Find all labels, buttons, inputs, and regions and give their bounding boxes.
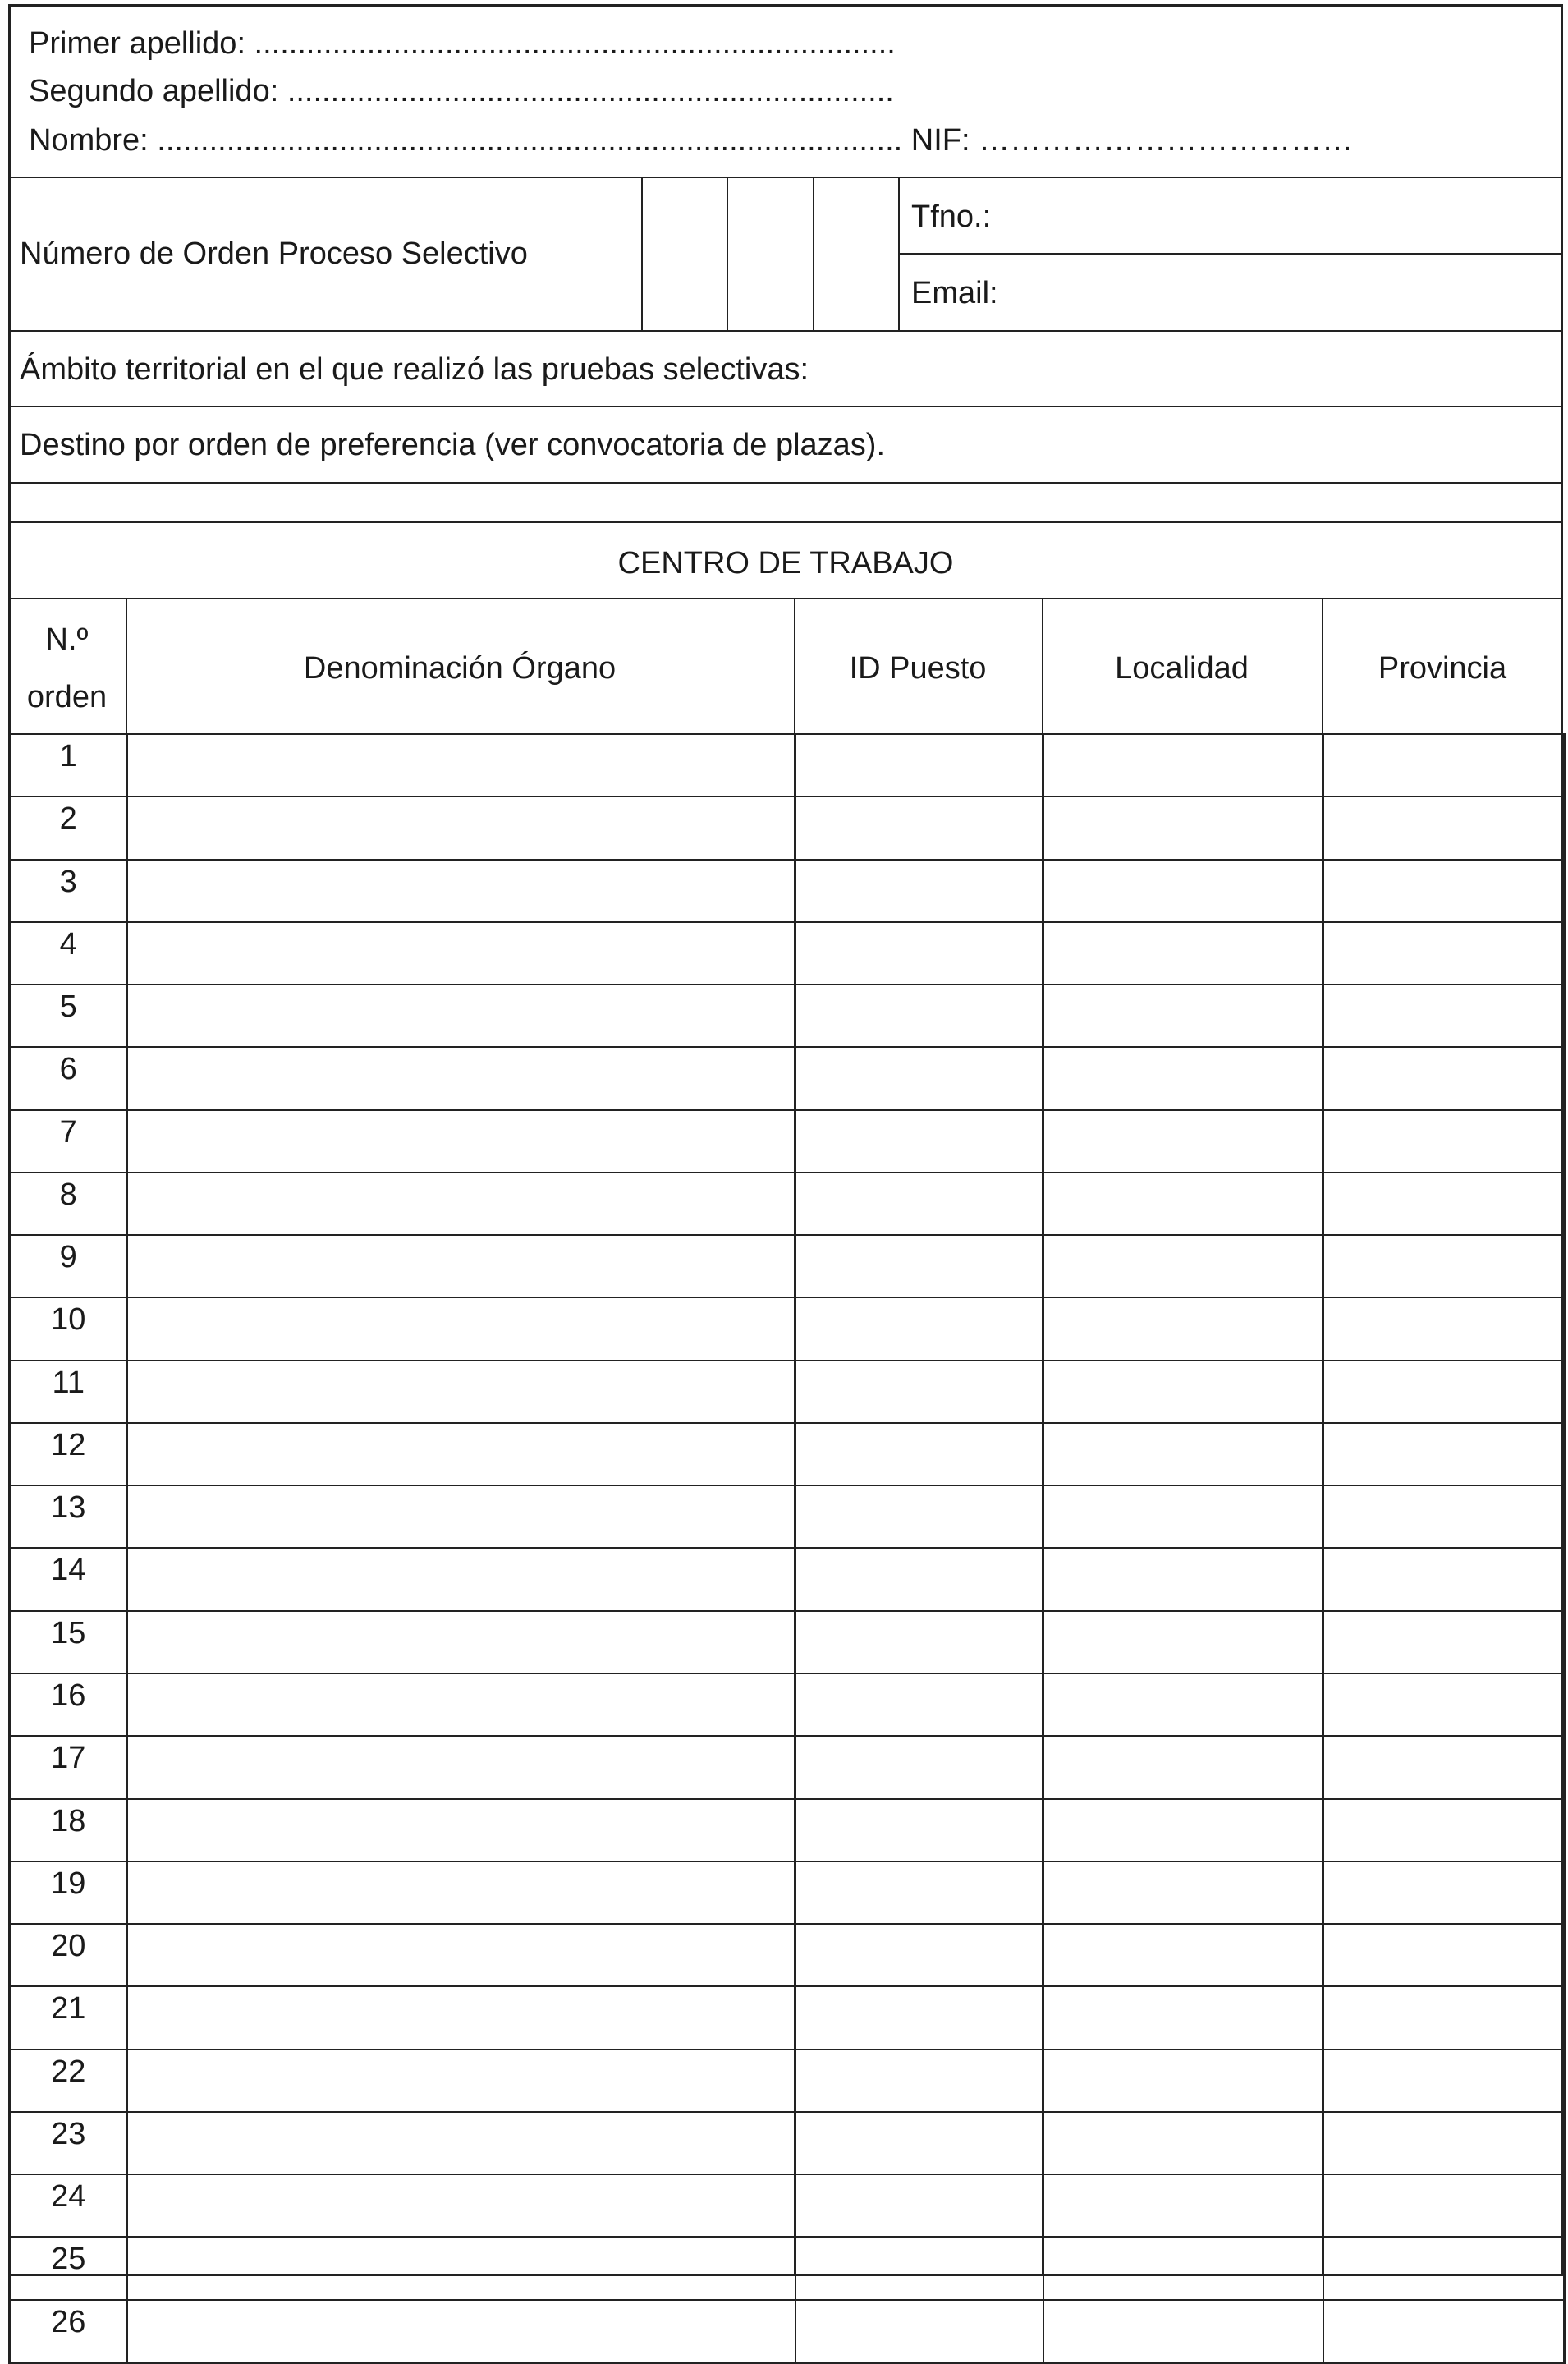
provincia-cell[interactable] (1323, 2174, 1565, 2237)
row-number: 7 (10, 1110, 127, 1173)
localidad-cell[interactable] (1043, 2237, 1323, 2299)
table-row (10, 1548, 1565, 1610)
numero-orden-label: Número de Orden Proceso Selectivo (20, 236, 528, 271)
localidad-cell[interactable] (1043, 1423, 1323, 1485)
localidad-cell[interactable] (1043, 1986, 1323, 2049)
row-number: 24 (10, 2174, 127, 2237)
localidad-cell[interactable] (1043, 2112, 1323, 2174)
id-puesto-cell[interactable] (795, 1173, 1043, 1235)
table-row (10, 1423, 1565, 1485)
table-row (10, 1361, 1565, 1423)
denominacion-cell[interactable] (127, 1861, 795, 1924)
localidad-cell[interactable] (1043, 1924, 1323, 1986)
table-row (10, 922, 1565, 985)
localidad-cell[interactable] (1043, 2174, 1323, 2237)
id-puesto-cell[interactable] (795, 1361, 1043, 1423)
provincia-cell[interactable] (1323, 1297, 1565, 1360)
ambito-territorial-field[interactable]: Ámbito territorial en el que realizó las pruebas selectivas: (20, 352, 809, 387)
orden-digit-box-2[interactable] (728, 178, 813, 330)
denominacion-cell[interactable] (127, 985, 795, 1047)
id-puesto-cell[interactable] (795, 860, 1043, 922)
denominacion-cell[interactable] (127, 2237, 795, 2299)
denominacion-cell[interactable] (127, 2050, 795, 2112)
row-number: 13 (10, 1485, 127, 1548)
row-number: 25 (10, 2237, 127, 2299)
table-row (10, 1799, 1565, 1861)
table-row (10, 2112, 1565, 2174)
id-puesto-cell[interactable] (795, 1861, 1043, 1924)
id-puesto-cell[interactable] (795, 2237, 1043, 2299)
id-puesto-cell[interactable] (795, 1673, 1043, 1736)
provincia-cell[interactable] (1323, 1548, 1565, 1610)
row-number: 26 (10, 2300, 127, 2363)
row-number: 22 (10, 2050, 127, 2112)
header-orden-line2: orden (26, 680, 108, 714)
provincia-cell[interactable] (1323, 734, 1565, 796)
provincia-cell[interactable] (1323, 2050, 1565, 2112)
provincia-cell[interactable] (1323, 796, 1565, 859)
denominacion-cell[interactable] (127, 734, 795, 796)
localidad-cell[interactable] (1043, 1673, 1323, 1736)
localidad-cell[interactable] (1043, 2300, 1323, 2363)
table-row (10, 1861, 1565, 1924)
table-row (10, 860, 1565, 922)
id-puesto-cell[interactable] (795, 985, 1043, 1047)
id-puesto-cell[interactable] (795, 1611, 1043, 1673)
localidad-cell[interactable] (1043, 922, 1323, 985)
provincia-cell[interactable] (1323, 1361, 1565, 1423)
table-row (10, 734, 1565, 796)
provincia-cell[interactable] (1323, 1611, 1565, 1673)
id-puesto-cell[interactable] (795, 2050, 1043, 2112)
denominacion-cell[interactable] (127, 1673, 795, 1736)
localidad-cell[interactable] (1043, 1485, 1323, 1548)
segundo-apellido-field[interactable]: Segundo apellido: ...................................................................... (29, 74, 894, 108)
denominacion-cell[interactable] (127, 1986, 795, 2049)
id-puesto-cell[interactable] (795, 734, 1043, 796)
primer-apellido-field[interactable]: Primer apellido: .......................................................................... (29, 26, 896, 61)
provincia-cell[interactable] (1323, 2112, 1565, 2174)
header-provincia: Provincia (1378, 651, 1507, 686)
divider (8, 482, 1563, 484)
row-number: 14 (10, 1548, 127, 1610)
divider (898, 253, 1563, 255)
localidad-cell[interactable] (1043, 1173, 1323, 1235)
denominacion-cell[interactable] (127, 1611, 795, 1673)
denominacion-cell[interactable] (127, 1423, 795, 1485)
row-number: 17 (10, 1736, 127, 1798)
localidad-cell[interactable] (1043, 1611, 1323, 1673)
denominacion-cell[interactable] (127, 2300, 795, 2363)
provincia-cell[interactable] (1323, 860, 1565, 922)
provincia-cell[interactable] (1323, 1173, 1565, 1235)
divider (8, 598, 1563, 599)
table-row (10, 1736, 1565, 1798)
table-row (10, 1485, 1565, 1548)
table-row (10, 1235, 1565, 1297)
centro-trabajo-title: CENTRO DE TRABAJO (617, 546, 954, 581)
row-number: 16 (10, 1673, 127, 1736)
provincia-cell[interactable] (1323, 985, 1565, 1047)
divider (8, 330, 1563, 332)
denominacion-cell[interactable] (127, 1736, 795, 1798)
provincia-cell[interactable] (1323, 1047, 1565, 1109)
email-field[interactable]: Email: (911, 276, 998, 310)
orden-digit-box-3[interactable] (814, 178, 898, 330)
provincia-cell[interactable] (1323, 1736, 1565, 1798)
localidad-cell[interactable] (1043, 1799, 1323, 1861)
row-number: 3 (10, 860, 127, 922)
id-puesto-cell[interactable] (795, 1736, 1043, 1798)
provincia-cell[interactable] (1323, 1235, 1565, 1297)
provincia-cell[interactable] (1323, 1986, 1565, 2049)
divider (8, 406, 1563, 407)
table-row (10, 2050, 1565, 2112)
id-puesto-cell[interactable] (795, 922, 1043, 985)
denominacion-cell[interactable] (127, 1173, 795, 1235)
header-denominacion: Denominación Órgano (303, 651, 617, 686)
denominacion-cell[interactable] (127, 1485, 795, 1548)
row-number: 15 (10, 1611, 127, 1673)
localidad-cell[interactable] (1043, 1736, 1323, 1798)
row-number: 23 (10, 2112, 127, 2174)
denominacion-cell[interactable] (127, 1548, 795, 1610)
id-puesto-cell[interactable] (795, 796, 1043, 859)
localidad-cell[interactable] (1043, 1297, 1323, 1360)
row-number: 18 (10, 1799, 127, 1861)
provincia-cell[interactable] (1323, 1861, 1565, 1924)
table-row (10, 2174, 1565, 2237)
id-puesto-cell[interactable] (795, 1047, 1043, 1109)
provincia-cell[interactable] (1323, 2237, 1565, 2299)
header-orden-line1: N.º (45, 622, 89, 657)
row-number: 11 (10, 1361, 127, 1423)
divider (8, 521, 1563, 523)
row-number: 2 (10, 796, 127, 859)
provincia-cell[interactable] (1323, 1673, 1565, 1736)
denominacion-cell[interactable] (127, 1235, 795, 1297)
table-row (10, 1110, 1565, 1173)
table-row (10, 1611, 1565, 1673)
denominacion-cell[interactable] (127, 796, 795, 859)
table-row (10, 2237, 1565, 2299)
orden-digit-box-1[interactable] (643, 178, 727, 330)
denominacion-cell[interactable] (127, 1361, 795, 1423)
denominacion-cell[interactable] (127, 2112, 795, 2174)
localidad-cell[interactable] (1043, 985, 1323, 1047)
destination-request-form (8, 4, 1563, 2339)
provincia-cell[interactable] (1323, 1924, 1565, 1986)
provincia-cell[interactable] (1323, 922, 1565, 985)
id-puesto-cell[interactable] (795, 2300, 1043, 2363)
denominacion-cell[interactable] (127, 1297, 795, 1360)
denominacion-cell[interactable] (127, 1110, 795, 1173)
id-puesto-cell[interactable] (795, 1235, 1043, 1297)
localidad-cell[interactable] (1043, 1235, 1323, 1297)
nombre-nif-field[interactable]: Nombre: ...................................................................................... NIF: ……………………………… (29, 123, 1354, 158)
denominacion-cell[interactable] (127, 2174, 795, 2237)
table-row (10, 1047, 1565, 1109)
row-number: 21 (10, 1986, 127, 2049)
id-puesto-cell[interactable] (795, 2174, 1043, 2237)
row-number: 19 (10, 1861, 127, 1924)
row-number: 20 (10, 1924, 127, 1986)
destinations-table (8, 733, 1566, 2364)
row-number: 12 (10, 1423, 127, 1485)
tfno-field[interactable]: Tfno.: (911, 200, 992, 234)
row-number: 10 (10, 1297, 127, 1360)
denominacion-cell[interactable] (127, 1924, 795, 1986)
localidad-cell[interactable] (1043, 2050, 1323, 2112)
header-id-puesto: ID Puesto (849, 651, 987, 686)
provincia-cell[interactable] (1323, 1485, 1565, 1548)
localidad-cell[interactable] (1043, 796, 1323, 859)
row-number: 1 (10, 734, 127, 796)
table-row (10, 1297, 1565, 1360)
header-localidad: Localidad (1115, 651, 1249, 686)
destino-preferencia-label: Destino por orden de preferencia (ver convocatoria de plazas). (20, 428, 886, 462)
provincia-cell[interactable] (1323, 1799, 1565, 1861)
id-puesto-cell[interactable] (795, 1548, 1043, 1610)
provincia-cell[interactable] (1323, 1110, 1565, 1173)
id-puesto-cell[interactable] (795, 1423, 1043, 1485)
row-number: 8 (10, 1173, 127, 1235)
localidad-cell[interactable] (1043, 1047, 1323, 1109)
denominacion-cell[interactable] (127, 922, 795, 985)
localidad-cell[interactable] (1043, 1548, 1323, 1610)
table-row (10, 1986, 1565, 2049)
table-row (10, 1673, 1565, 1736)
denominacion-cell[interactable] (127, 860, 795, 922)
id-puesto-cell[interactable] (795, 1799, 1043, 1861)
row-number: 5 (10, 985, 127, 1047)
provincia-cell[interactable] (1323, 1423, 1565, 1485)
id-puesto-cell[interactable] (795, 1986, 1043, 2049)
denominacion-cell[interactable] (127, 1047, 795, 1109)
localidad-cell[interactable] (1043, 1861, 1323, 1924)
denominacion-cell[interactable] (127, 1799, 795, 1861)
id-puesto-cell[interactable] (795, 1297, 1043, 1360)
localidad-cell[interactable] (1043, 860, 1323, 922)
localidad-cell[interactable] (1043, 1110, 1323, 1173)
id-puesto-cell[interactable] (795, 1485, 1043, 1548)
table-row (10, 1173, 1565, 1235)
row-number: 4 (10, 922, 127, 985)
table-row (10, 985, 1565, 1047)
table-row (10, 1924, 1565, 1986)
localidad-cell[interactable] (1043, 734, 1323, 796)
id-puesto-cell[interactable] (795, 1110, 1043, 1173)
id-puesto-cell[interactable] (795, 2112, 1043, 2174)
row-number: 9 (10, 1235, 127, 1297)
row-number: 6 (10, 1047, 127, 1109)
provincia-cell[interactable] (1323, 2300, 1565, 2363)
table-row (10, 796, 1565, 859)
table-row (10, 2300, 1565, 2363)
localidad-cell[interactable] (1043, 1361, 1323, 1423)
id-puesto-cell[interactable] (795, 1924, 1043, 1986)
